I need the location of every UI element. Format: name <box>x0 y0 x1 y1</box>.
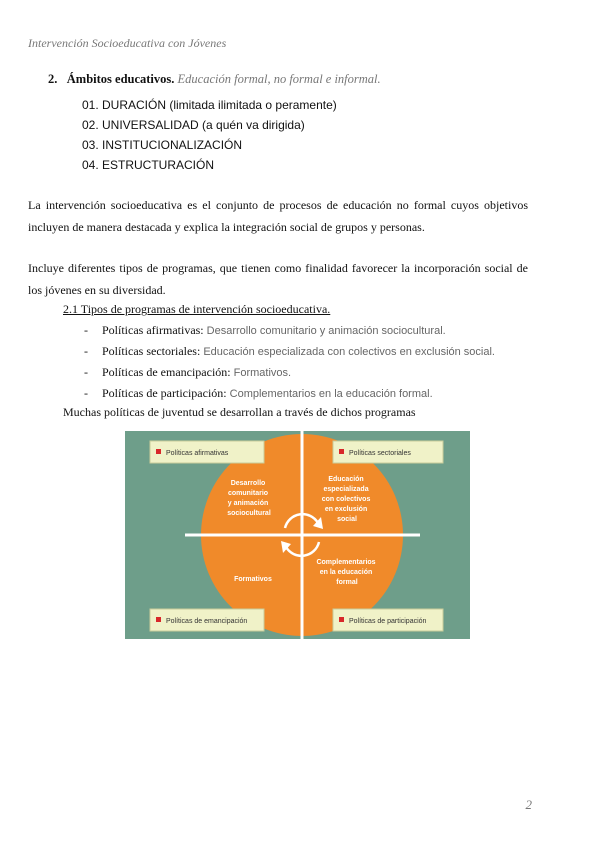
quadrant-line: en la educación <box>319 569 373 576</box>
numbered-list <box>82 95 337 175</box>
bullet-item <box>84 341 495 362</box>
quadrant-line: social <box>337 516 357 523</box>
label-marker <box>339 449 344 454</box>
label-marker <box>339 617 344 622</box>
quadrant-line: Educación <box>328 476 364 483</box>
bullet-item <box>84 383 495 404</box>
bullet-label: Políticas afirmativas: <box>102 323 204 337</box>
quadrant-line: Complementarios <box>316 559 376 566</box>
diagram-svg <box>125 431 470 639</box>
bullet-desc: Educación especializada con colectivos en exclusión social. <box>203 346 495 358</box>
label-bottom-right <box>333 609 443 631</box>
label-text: Políticas de emancipación <box>166 618 248 625</box>
quadrant-line: en exclusión <box>324 506 368 513</box>
bullet-item <box>84 362 495 383</box>
label-marker <box>156 449 161 454</box>
section-number: 2. <box>48 72 58 86</box>
label-text: Políticas afirmativas <box>166 450 229 457</box>
dash-marker: - <box>84 365 88 379</box>
page-number: 2 <box>525 797 532 812</box>
dash-marker: - <box>84 386 88 400</box>
quadrant-line: Formativos <box>234 576 272 583</box>
subsection-title: 2.1 Tipos de programas de intervención socioeducativa. <box>63 302 331 316</box>
section-title-bold: Ámbitos educativos. <box>66 72 175 86</box>
label-top-right <box>333 441 443 463</box>
dash-marker: - <box>84 344 88 358</box>
quadrant-line: especializada <box>323 486 369 493</box>
quadrant-line: Desarrollo <box>230 480 266 487</box>
section-title-italic: Educación formal, no formal e informal. <box>177 72 381 86</box>
label-marker <box>156 617 161 622</box>
bullet-label: Políticas de emancipación: <box>102 365 231 379</box>
bullet-desc: Formativos. <box>233 367 292 379</box>
numbered-item: 04. ESTRUCTURACIÓN <box>82 158 215 172</box>
bullet-label: Políticas de participación: <box>102 386 227 400</box>
quadrant-line: con colectivos <box>321 496 371 503</box>
page-header: Intervención Socioeducativa con Jóvenes <box>28 36 227 50</box>
quadrant-line: formal <box>336 579 358 586</box>
quadrant-line: comunitario <box>227 490 269 497</box>
bullet-item <box>84 320 495 341</box>
bullet-label: Políticas sectoriales: <box>102 344 201 358</box>
label-top-left <box>150 441 264 463</box>
paragraph-2: Incluye diferentes tipos de programas, que tienen como finalidad favorecer la incorporación social de los jóvenes en su diversidad. <box>28 261 528 297</box>
quadrant-line: sociocultural <box>227 510 271 517</box>
programs-diagram <box>125 431 470 639</box>
dash-marker: - <box>84 323 88 337</box>
numbered-item: 03. INSTITUCIONALIZACIÓN <box>82 138 243 152</box>
bullet-desc: Complementarios en la educación formal. <box>229 388 433 400</box>
quadrant-bottom-left-text <box>234 576 272 583</box>
paragraph-1: La intervención socioeducativa es el conjunto de procesos de educación no formal cuyos objetivos incluyen de manera destacada y explica la integración social de grupos y personas. <box>28 198 528 234</box>
numbered-item: 02. UNIVERSALIDAD (a quén va dirigida) <box>82 118 305 132</box>
bullet-list <box>84 320 495 404</box>
label-text: Políticas de participación <box>349 618 427 625</box>
bullet-desc: Desarrollo comunitario y animación sociocultural. <box>206 325 446 337</box>
section-title <box>48 72 381 87</box>
closing-sentence: Muchas políticas de juventud se desarrollan a través de dichos programas <box>63 405 416 419</box>
label-bottom-left <box>150 609 264 631</box>
label-text: Políticas sectoriales <box>349 450 411 457</box>
quadrant-line: y animación <box>227 500 269 507</box>
numbered-item: 01. DURACIÓN (limitada ilimitada o peramente) <box>82 98 337 112</box>
